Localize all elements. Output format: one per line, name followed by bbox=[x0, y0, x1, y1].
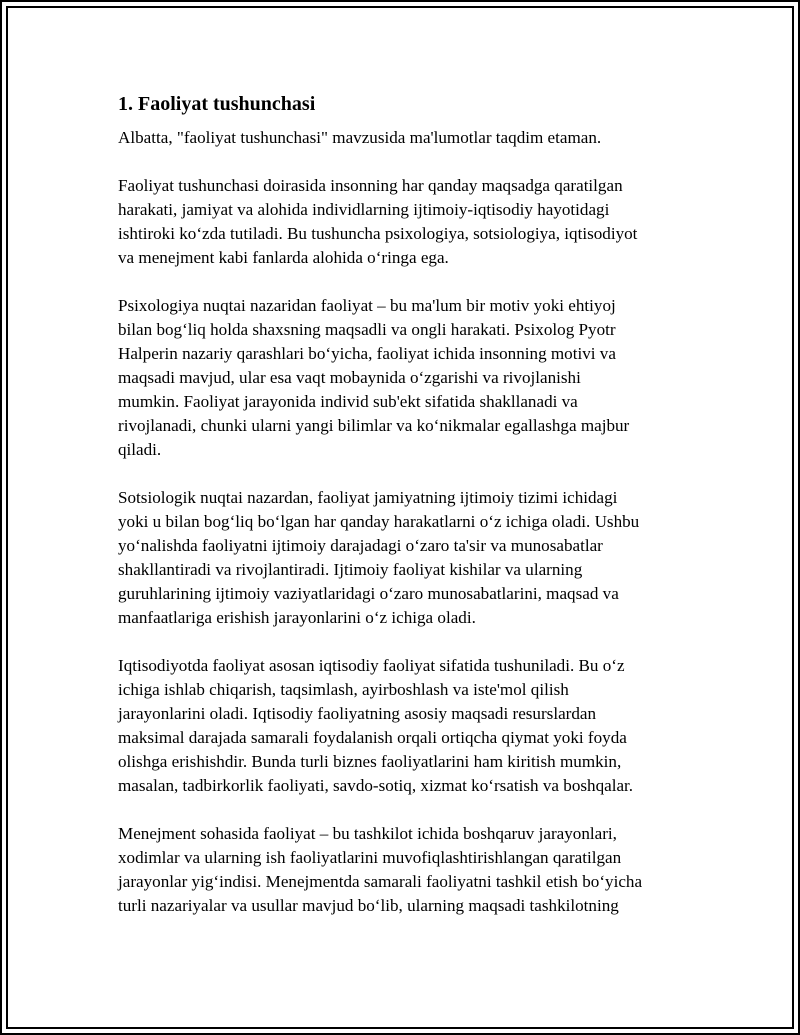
text-line: manfaatlariga erishish jarayonlarini o‘z ichiga oladi. bbox=[118, 608, 476, 627]
paragraph-psychology bbox=[118, 294, 698, 462]
text-line: qiladi. bbox=[118, 440, 162, 459]
text-line: Faoliyat tushunchasi doirasida insonning har qanday maqsadga qaratilgan bbox=[118, 176, 623, 195]
text-line: yoki u bilan bog‘liq bo‘lgan har qanday harakatlarni o‘z ichiga oladi. Ushbu bbox=[118, 512, 640, 531]
text-line: bilan bog‘liq holda shaxsning maqsadli va ongli harakati. Psixolog Pyotr bbox=[118, 320, 616, 339]
paragraph-intro bbox=[118, 126, 698, 150]
text-line: Sotsiologik nuqtai nazardan, faoliyat jamiyatning ijtimoiy tizimi ichidagi bbox=[118, 488, 618, 507]
text-line: Psixologiya nuqtai nazaridan faoliyat – bu ma'lum bir motiv yoki ehtiyoj bbox=[118, 296, 616, 315]
text-line: ishtiroki ko‘zda tutiladi. Bu tushuncha psixologiya, sotsiologiya, iqtisodiyot bbox=[118, 224, 638, 243]
text-line: guruhlarining ijtimoiy vaziyatlaridagi o‘zaro munosabatlarini, maqsad va bbox=[118, 584, 619, 603]
text-line: xodimlar va ularning ish faoliyatlarini muvofiqlashtirishlangan qaratilgan bbox=[118, 848, 622, 867]
text-line: Albatta, "faoliyat tushunchasi" mavzusida ma'lumotlar taqdim etaman. bbox=[118, 128, 602, 147]
text-line: Menejment sohasida faoliyat – bu tashkilot ichida boshqaruv jarayonlari, bbox=[118, 824, 617, 843]
paragraph-sociology bbox=[118, 486, 698, 630]
text-line: jarayonlar yig‘indisi. Menejmentda samarali faoliyatni tashkil etish bo‘yicha bbox=[118, 872, 643, 891]
paragraph-economics bbox=[118, 654, 698, 798]
text-line: maksimal darajada samarali foydalanish orqali ortiqcha qiymat yoki foyda bbox=[118, 728, 627, 747]
paragraph-definition bbox=[118, 174, 698, 270]
text-line: shakllantiradi va rivojlantiradi. Ijtimoiy faoliyat kishilar va ularning bbox=[118, 560, 583, 579]
section-heading: 1. Faoliyat tushunchasi bbox=[118, 93, 316, 115]
paragraph-management bbox=[118, 822, 698, 918]
text-line: olishga erishishdir. Bunda turli biznes faoliyatlarini ham kiritish mumkin, bbox=[118, 752, 622, 771]
document-body bbox=[118, 90, 698, 942]
text-line: Halperin nazariy qarashlari bo‘yicha, faoliyat ichida insonning motivi va bbox=[118, 344, 616, 363]
text-line: masalan, tadbirkorlik faoliyati, savdo-sotiq, xizmat ko‘rsatish va boshqalar. bbox=[118, 776, 634, 795]
text-line: jarayonlarini oladi. Iqtisodiy faoliyatning asosiy maqsadi resurslardan bbox=[118, 704, 597, 723]
text-line: yo‘nalishda faoliyatni ijtimoiy darajadagi o‘zaro ta'sir va munosabatlar bbox=[118, 536, 603, 555]
text-line: harakati, jamiyat va alohida individlarning ijtimoiy-iqtisodiy hayotidagi bbox=[118, 200, 610, 219]
text-line: va menejment kabi fanlarda alohida o‘ringa ega. bbox=[118, 248, 449, 267]
text-line: turli nazariyalar va usullar mavjud bo‘lib, ularning maqsadi tashkilotning bbox=[118, 896, 619, 915]
text-line: mumkin. Faoliyat jarayonida individ sub'ekt sifatida shakllanadi va bbox=[118, 392, 578, 411]
text-line: maqsadi mavjud, ular esa vaqt mobaynida o‘zgarishi va rivojlanishi bbox=[118, 368, 581, 387]
text-line: Iqtisodiyotda faoliyat asosan iqtisodiy faoliyat sifatida tushuniladi. Bu o‘z bbox=[118, 656, 625, 675]
text-line: rivojlanadi, chunki ularni yangi bilimlar va ko‘nikmalar egallashga majbur bbox=[118, 416, 630, 435]
text-line: ichiga ishlab chiqarish, taqsimlash, ayirboshlash va iste'mol qilish bbox=[118, 680, 569, 699]
